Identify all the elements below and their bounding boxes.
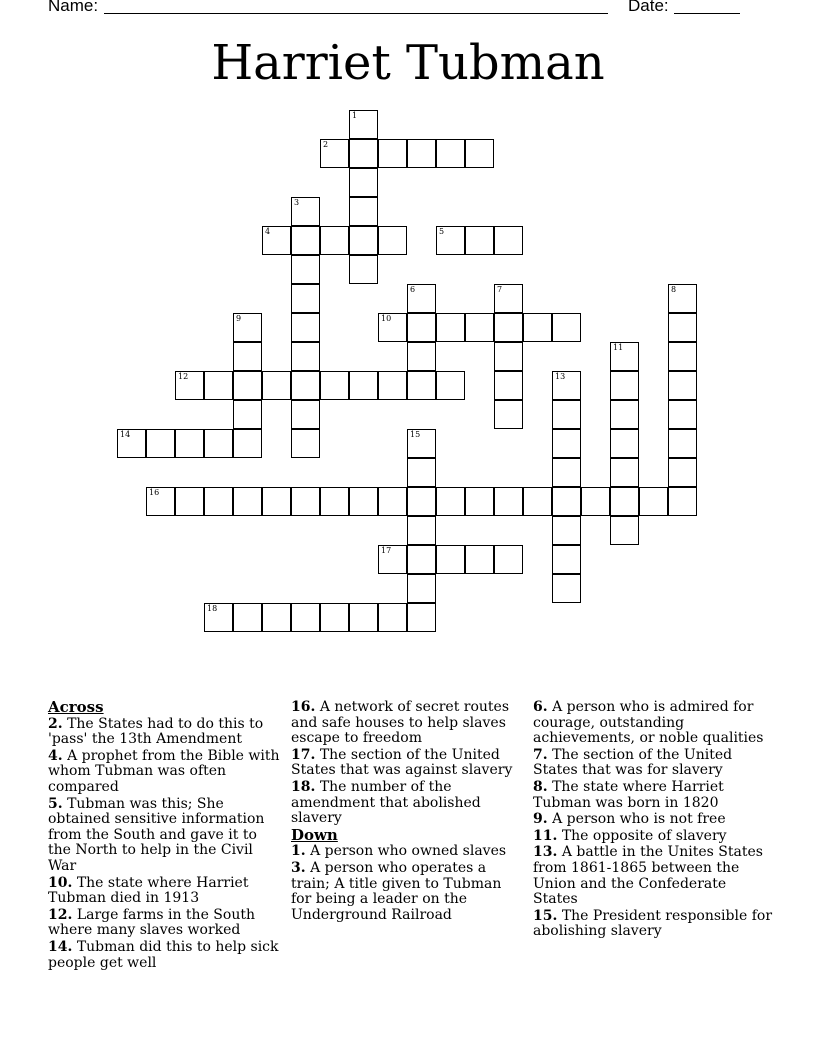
grid-cell[interactable] (378, 226, 407, 255)
grid-cell[interactable] (407, 313, 436, 342)
clue-number: 1 (352, 111, 358, 120)
grid-cell[interactable] (291, 371, 320, 400)
grid-cell[interactable] (349, 110, 378, 139)
clue-across-2: 2. The States had to do this to 'pass' the 13th Amendment (48, 715, 264, 748)
grid-cell[interactable] (407, 139, 436, 168)
grid-cell[interactable] (465, 487, 494, 516)
grid-cell[interactable] (291, 226, 320, 255)
grid-cell[interactable] (668, 458, 697, 487)
grid-cell[interactable] (320, 226, 349, 255)
grid-cell[interactable] (291, 603, 320, 632)
grid-cell[interactable] (494, 371, 523, 400)
grid-cell[interactable] (175, 371, 204, 400)
grid-cell[interactable] (668, 429, 697, 458)
date-label: Date: (628, 0, 669, 15)
clue-down-7: 7. The section of the United States that was for slavery (533, 746, 733, 779)
grid-cell[interactable] (378, 371, 407, 400)
grid-cell[interactable] (436, 371, 465, 400)
grid-cell[interactable] (262, 487, 291, 516)
clue-number: 18 (207, 604, 218, 613)
grid-cell[interactable] (233, 342, 262, 371)
grid-cell[interactable] (552, 458, 581, 487)
grid-cell[interactable] (436, 313, 465, 342)
grid-cell[interactable] (291, 429, 320, 458)
grid-cell[interactable] (378, 139, 407, 168)
across-heading: Across (48, 698, 104, 716)
clue-number: 5 (439, 227, 445, 236)
clue-across-16: 16. A network of secret routes and safe houses to help slaves escape to freedom (291, 699, 509, 747)
grid-cell[interactable] (233, 487, 262, 516)
grid-cell[interactable] (552, 487, 581, 516)
grid-cell[interactable] (494, 400, 523, 429)
grid-cell[interactable] (349, 226, 378, 255)
clue-number: 3 (294, 198, 300, 207)
grid-cell[interactable] (291, 487, 320, 516)
grid-cell[interactable] (320, 139, 349, 168)
grid-cell[interactable] (349, 603, 378, 632)
grid-cell[interactable] (552, 313, 581, 342)
clue-down-9: 9. A person who is not free (533, 811, 726, 828)
grid-cell[interactable] (436, 487, 465, 516)
clue-down-3: 3. A person who operates a train; A title given to Tubman for being a leader on the Underground Railroad (291, 859, 502, 923)
name-label: Name: (48, 0, 99, 15)
grid-cell[interactable] (610, 429, 639, 458)
grid-cell[interactable] (668, 342, 697, 371)
grid-cell[interactable] (668, 487, 697, 516)
grid-cell[interactable] (552, 400, 581, 429)
grid-cell[interactable] (407, 342, 436, 371)
grid-cell[interactable] (233, 313, 262, 342)
grid-cell[interactable] (233, 429, 262, 458)
clue-number: 12 (178, 372, 189, 381)
grid-cell[interactable] (610, 342, 639, 371)
grid-cell[interactable] (523, 313, 552, 342)
grid-cell[interactable] (117, 429, 146, 458)
grid-cell[interactable] (494, 226, 523, 255)
grid-cell[interactable] (407, 371, 436, 400)
grid-cell[interactable] (552, 516, 581, 545)
clue-down-13: 13. A battle in the Unites States from 1861-1865 between the Union and the Confederate States (533, 844, 763, 908)
clue-down-6: 6. A person who is admired for courage, outstanding achievements, or noble qualities (533, 699, 764, 747)
clue-number: 4 (265, 227, 271, 236)
clue-down-15: 15. The President responsible for abolishing slavery (533, 907, 773, 940)
grid-cell[interactable] (639, 487, 668, 516)
grid-cell[interactable] (407, 487, 436, 516)
grid-cell[interactable] (465, 139, 494, 168)
grid-cell[interactable] (581, 487, 610, 516)
grid-cell[interactable] (668, 284, 697, 313)
grid-cell[interactable] (233, 603, 262, 632)
grid-cell[interactable] (407, 284, 436, 313)
clue-across-4: 4. A prophet from the Bible with whom Tubman was often compared (48, 747, 280, 795)
grid-cell[interactable] (349, 371, 378, 400)
clue-number: 7 (497, 285, 503, 294)
grid-cell[interactable] (494, 545, 523, 574)
clue-across-18: 18. The number of the amendment that abolished slavery (291, 778, 481, 827)
grid-cell[interactable] (320, 487, 349, 516)
grid-cell[interactable] (668, 400, 697, 429)
grid-cell[interactable] (407, 574, 436, 603)
clue-column-1 (48, 700, 280, 972)
clue-number: 11 (613, 343, 624, 352)
grid-cell[interactable] (204, 371, 233, 400)
grid-cell[interactable] (378, 313, 407, 342)
grid-cell[interactable] (146, 487, 175, 516)
grid-cell[interactable] (407, 603, 436, 632)
grid-cell[interactable] (349, 255, 378, 284)
clue-number: 9 (236, 314, 242, 323)
clue-across-5: 5. Tubman was this; She obtained sensitive information from the South and gave it to the North to help in the Civil War (48, 795, 265, 874)
clue-number: 13 (555, 372, 566, 381)
clue-number: 15 (410, 430, 421, 439)
grid-cell[interactable] (610, 400, 639, 429)
grid-cell[interactable] (610, 371, 639, 400)
clue-number: 2 (323, 140, 329, 149)
grid-cell[interactable] (349, 168, 378, 197)
grid-cell[interactable] (407, 458, 436, 487)
grid-cell[interactable] (465, 545, 494, 574)
grid-cell[interactable] (378, 603, 407, 632)
grid-cell[interactable] (291, 284, 320, 313)
grid-cell[interactable] (146, 429, 175, 458)
grid-cell[interactable] (349, 139, 378, 168)
grid-cell[interactable] (494, 342, 523, 371)
grid-cell[interactable] (291, 255, 320, 284)
clue-number: 10 (381, 314, 392, 323)
clue-column-2 (291, 700, 525, 924)
clue-column-3 (533, 700, 773, 941)
grid-cell[interactable] (523, 487, 552, 516)
grid-cell[interactable] (291, 400, 320, 429)
grid-cell[interactable] (494, 313, 523, 342)
grid-cell[interactable] (610, 458, 639, 487)
grid-cell[interactable] (465, 226, 494, 255)
grid-cell[interactable] (436, 139, 465, 168)
grid-cell[interactable] (175, 487, 204, 516)
clue-across-17: 17. The section of the United States that was against slavery (291, 746, 513, 779)
grid-cell[interactable] (407, 545, 436, 574)
grid-cell[interactable] (610, 487, 639, 516)
clue-across-12: 12. Large farms in the South where many slaves worked (48, 906, 255, 939)
grid-cell[interactable] (320, 371, 349, 400)
grid-cell[interactable] (610, 516, 639, 545)
grid-cell[interactable] (204, 603, 233, 632)
grid-cell[interactable] (262, 603, 291, 632)
page-title: Harriet Tubman (211, 35, 605, 91)
clue-down-11: 11. The opposite of slavery (533, 827, 727, 844)
clue-number: 6 (410, 285, 416, 294)
clue-number: 8 (671, 285, 677, 294)
clue-down-1: 1. A person who owned slaves (291, 843, 507, 860)
clue-across-10: 10. The state where Harriet Tubman died in 1913 (48, 874, 249, 907)
grid-cell[interactable] (204, 487, 233, 516)
grid-cell[interactable] (291, 342, 320, 371)
grid-cell[interactable] (291, 197, 320, 226)
grid-cell[interactable] (349, 487, 378, 516)
grid-cell[interactable] (552, 371, 581, 400)
grid-cell[interactable] (552, 545, 581, 574)
grid-cell[interactable] (494, 487, 523, 516)
grid-cell[interactable] (552, 574, 581, 603)
grid-cell[interactable] (494, 284, 523, 313)
grid-cell[interactable] (349, 197, 378, 226)
grid-cell[interactable] (465, 313, 494, 342)
grid-cell[interactable] (668, 313, 697, 342)
grid-cell[interactable] (262, 371, 291, 400)
grid-cell[interactable] (175, 429, 204, 458)
grid-cell[interactable] (436, 545, 465, 574)
grid-cell[interactable] (407, 429, 436, 458)
grid-cell[interactable] (378, 545, 407, 574)
grid-cell[interactable] (552, 429, 581, 458)
grid-cell[interactable] (378, 487, 407, 516)
grid-cell[interactable] (436, 226, 465, 255)
grid-cell[interactable] (320, 603, 349, 632)
grid-cell[interactable] (291, 313, 320, 342)
grid-cell[interactable] (204, 429, 233, 458)
clue-across-14: 14. Tubman did this to help sick people get well (48, 938, 279, 971)
grid-cell[interactable] (262, 226, 291, 255)
clue-number: 17 (381, 546, 392, 555)
down-heading: Down (291, 825, 338, 844)
clue-number: 16 (149, 488, 160, 497)
clue-number: 14 (120, 430, 131, 439)
grid-cell[interactable] (233, 400, 262, 429)
grid-cell[interactable] (233, 371, 262, 400)
grid-cell[interactable] (407, 516, 436, 545)
grid-cell[interactable] (668, 371, 697, 400)
clue-down-8: 8. The state where Harriet Tubman was born in 1820 (533, 778, 724, 811)
